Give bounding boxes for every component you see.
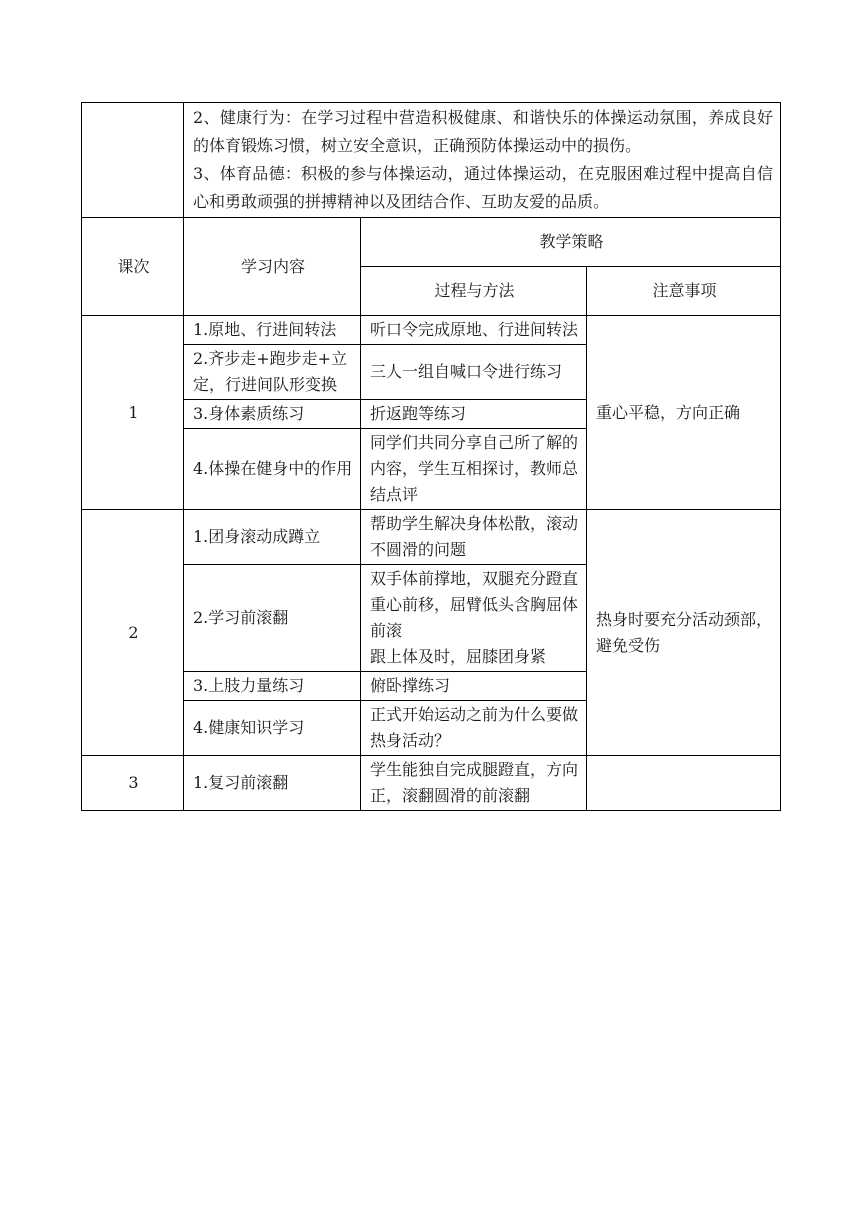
method-line: 双手体前撑地，双腿充分蹬直 (370, 569, 579, 588)
intro-paragraph-ethics: 3、体育品德：积极的参与体操运动，通过体操运动，在克服困难过程中提高自信心和勇敢顽强的拼搏精神以及团结合作、互助友爱的品质。 (193, 164, 773, 211)
table-row (82, 510, 781, 565)
method-cell (361, 429, 587, 510)
method-line: 折返跑等练习 (370, 404, 467, 423)
method-line: 帮助学生解决身体松散，滚动不圆滑的问题 (370, 514, 579, 559)
method-line: 跟上体及时，屈膝团身紧 (370, 647, 547, 666)
header-row-1 (82, 218, 781, 267)
content-cell: 3.上肢力量练习 (184, 672, 361, 701)
method-cell (361, 510, 587, 565)
table-row (82, 756, 781, 811)
notes-cell: 重心平稳，方向正确 (587, 316, 781, 510)
content-cell: 3.身体素质练习 (184, 400, 361, 429)
intro-paragraph-health: 2、健康行为：在学习过程中营造积极健康、和谐快乐的体操运动氛围，养成良好的体育锻炼习惯，树立安全意识，正确预防体操运动中的损伤。 (193, 108, 773, 155)
method-line: 三人一组自喊口令进行练习 (370, 362, 563, 381)
content-cell: 1.复习前滚翻 (184, 756, 361, 811)
content-cell: 1.团身滚动成蹲立 (184, 510, 361, 565)
intro-row (82, 103, 781, 218)
table-row (82, 316, 781, 345)
notes-cell (587, 756, 781, 811)
content-cell: 2.齐步走+跑步走+立定，行进间队形变换 (184, 345, 361, 400)
method-line: 听口令完成原地、行进间转法 (370, 320, 579, 339)
lesson-plan-table (81, 102, 781, 811)
header-method: 过程与方法 (361, 267, 587, 316)
content-cell: 1.原地、行进间转法 (184, 316, 361, 345)
method-line: 正式开始运动之前为什么要做热身活动？ (370, 705, 579, 750)
method-line: 俯卧撑练习 (370, 676, 451, 695)
content-cell: 4.体操在健身中的作用 (184, 429, 361, 510)
method-cell (361, 316, 587, 345)
method-cell (361, 701, 587, 756)
method-line: 同学们共同分享自己所了解的内容，学生互相探讨，教师总结点评 (370, 433, 579, 504)
header-content: 学习内容 (184, 218, 361, 316)
method-line: 重心前移，屈臂低头含胸屈体前滚 (370, 595, 579, 640)
intro-empty-cell (82, 103, 184, 218)
content-cell: 2.学习前滚翻 (184, 565, 361, 672)
lesson-number: 1 (82, 316, 184, 510)
method-line: 学生能独自完成腿蹬直，方向正，滚翻圆滑的前滚翻 (370, 760, 579, 805)
method-cell (361, 672, 587, 701)
method-cell (361, 345, 587, 400)
notes-cell: 热身时要充分活动颈部，避免受伤 (587, 510, 781, 756)
header-strategy: 教学策略 (361, 218, 781, 267)
intro-cell (184, 103, 781, 218)
header-lesson: 课次 (82, 218, 184, 316)
header-notes: 注意事项 (587, 267, 781, 316)
method-cell (361, 400, 587, 429)
method-cell (361, 565, 587, 672)
lesson-number: 2 (82, 510, 184, 756)
content-cell: 4.健康知识学习 (184, 701, 361, 756)
method-cell (361, 756, 587, 811)
lesson-number: 3 (82, 756, 184, 811)
